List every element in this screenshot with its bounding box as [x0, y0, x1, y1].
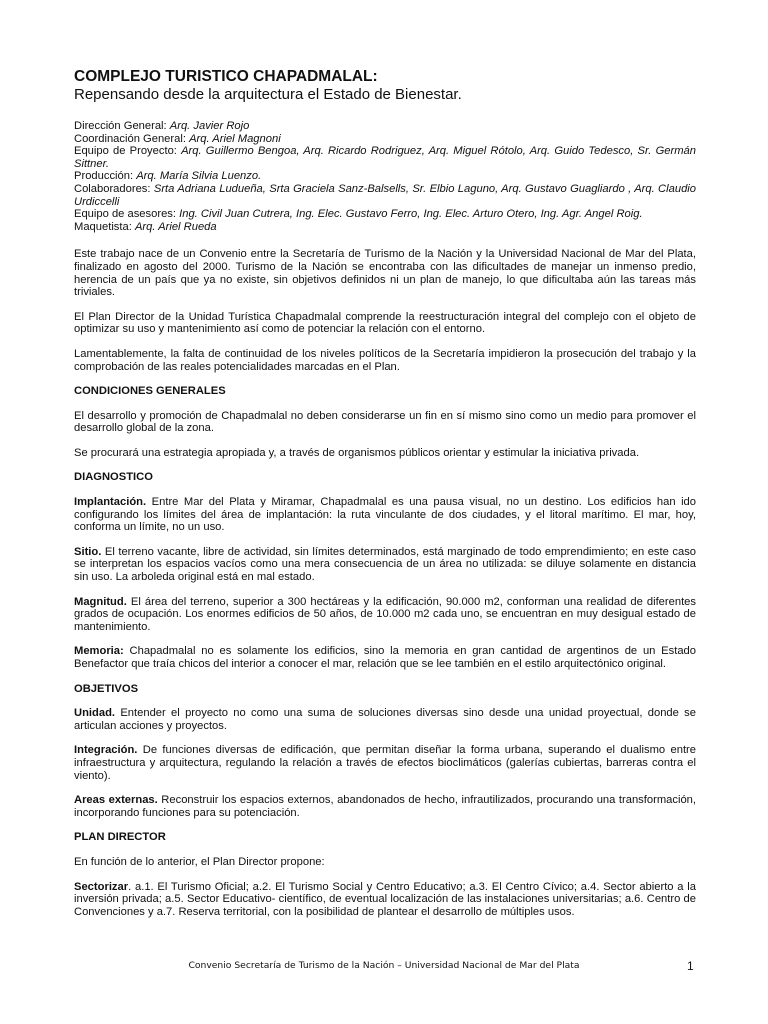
credit-row [74, 208, 696, 221]
item-term: Unidad. [74, 707, 116, 720]
credit-label: Maquetista: [74, 220, 132, 233]
credit-label: Colaboradores: [74, 182, 151, 195]
credit-row [74, 221, 696, 234]
item-text: Reconstruir los espacios externos, abandonados de hecho, infrautilizados, procurando una transformación, incorporando funciones para su potenciación. [74, 794, 696, 819]
credit-value: Srta Adriana Ludueña, Srta Graciela Sanz-Balsells, Sr. Elbio Laguno, Arq. Gustavo Guagliardo , Arq. Claudio Urdiccelli [74, 182, 696, 208]
item-text: Entre Mar del Plata y Miramar, Chapadmalal es una pausa visual, no un destino. Los edificios han ido configurando los límites del área de implantación: la ruta vinculante de dos ciudades, y el litoral marítimo. El mar, hoy, conforma un límite, no un uso. [74, 496, 697, 534]
item-text: . a.1. El Turismo Oficial; a.2. El Turismo Social y Centro Educativo; a.3. El Centro Cívico; a.4. Sector abierto a la inversión privada; a.5. Sector Educativo- científico, de eventual localización de las instalaciones universitarias; a.6. Centro de Convenciones y a.7. Reserva territorial, con la posibilidad de plantear el desarrollo de múltiples usos. [74, 880, 696, 918]
item-term: Memoria: [74, 645, 124, 658]
document-page [74, 68, 696, 930]
item-text: Chapadmalal no es solamente los edificios, sino la memoria en gran cantidad de argentinos de un Estado Benefactor que traía chicos del interior a conocer el mar, relación que se lee también en el estilo arquitectónico original. [74, 645, 696, 670]
section-heading-diagnostico: DIAGNOSTICO [74, 471, 153, 484]
page-number: 1 [687, 959, 694, 973]
item-text: Entender el proyecto no como una suma de soluciones diversas sino desde una unidad proyectual, donde se articulan acciones y proyectos. [74, 707, 696, 732]
document-subtitle: Repensando desde la arquitectura el Estado de Bienestar. [74, 86, 462, 103]
objetivos-item [74, 707, 696, 732]
credit-value: Arq. Ariel Rueda [134, 220, 217, 233]
diagnostico-item [74, 546, 696, 584]
credit-value: Ing. Civil Juan Cutrera, Ing. Elec. Gustavo Ferro, Ing. Elec. Arturo Otero, Ing. Agr. Angel Roig. [179, 208, 643, 221]
credit-row [74, 133, 696, 146]
objetivos-item [74, 744, 696, 782]
plan-item [74, 881, 696, 919]
item-term: Implantación. [74, 496, 147, 509]
credit-label: Dirección General: [74, 120, 167, 132]
objetivos-item [74, 794, 696, 819]
credits-block [74, 120, 696, 233]
diagnostico-item [74, 496, 696, 534]
item-text: El terreno vacante, libre de actividad, sin límites determinados, está marginado de todo emprendimiento; en este caso se interpretan los espacios vacíos como una mera consecuencia de un área no utilizada: se diluye solamente en distancia sin uso. La arboleda original está en mal estado. [74, 545, 697, 584]
intro-paragraph: El Plan Director de la Unidad Turística Chapadmalal comprende la reestructuración integral del complejo con el objeto de optimizar su uso y mantenimiento así como de potenciar la relación con el entorno. [74, 310, 696, 336]
credit-label: Equipo de asesores: [74, 208, 176, 221]
credit-row [74, 120, 696, 133]
credit-value: Arq. Ariel Magnoni [189, 132, 281, 145]
condiciones-paragraph: El desarrollo y promoción de Chapadmalal no deben considerarse un fin en sí mismo sino como un medio para promover el desarrollo global de la zona. [74, 409, 696, 435]
section-heading-condiciones: CONDICIONES GENERALES [74, 385, 226, 398]
item-term: Sitio. [74, 545, 102, 558]
item-term: Sectorizar [74, 880, 129, 893]
credit-value: Arq. María Silvia Luenzo. [136, 170, 262, 183]
section-heading-objetivos: OBJETIVOS [74, 682, 139, 695]
intro-paragraph: Lamentablemente, la falta de continuidad de los niveles políticos de la Secretaría impidieron la prosecución del trabajo y la comprobación de las reales potencialidades marcadas en el Plan. [74, 347, 696, 373]
item-text: De funciones diversas de edificación, que permitan diseñar la forma urbana, superando el dualismo entre infraestructura y arquitectura, regulando la relación a través de efectos bioclimáticos (galerías cubiertas, barreras contra el viento). [74, 744, 697, 782]
credit-row [74, 145, 696, 170]
diagnostico-item [74, 645, 696, 670]
credit-row [74, 170, 696, 183]
diagnostico-item [74, 596, 696, 634]
item-term: Magnitud. [74, 595, 127, 608]
item-text: El área del terreno, superior a 300 hectáreas y la edificación, 90.000 m2, conforman una realidad de diferentes grados de ocupación. Los enormes edificios de 50 años, de 10.000 m2 cada uno, se encuentran en muy desigual estado de mantenimiento. [74, 595, 697, 633]
document-title: COMPLEJO TURISTICO CHAPADMALAL: [74, 68, 378, 85]
credit-value: Arq. Javier Rojo [169, 120, 250, 132]
credit-label: Coordinación General: [74, 132, 186, 145]
plan-intro: En función de lo anterior, el Plan Director propone: [74, 855, 325, 868]
condiciones-paragraph: Se procurará una estrategia apropiada y, a través de organismos públicos orientar y estimular la iniciativa privada. [74, 446, 640, 459]
credit-row [74, 183, 696, 208]
credit-label: Equipo de Proyecto: [74, 145, 177, 158]
section-heading-plan: PLAN DIRECTOR [74, 831, 166, 844]
item-term: Areas externas. [74, 794, 158, 807]
credit-label: Producción: [74, 170, 134, 183]
intro-paragraph: Este trabajo nace de un Convenio entre la Secretaría de Turismo de la Nación y la Universidad Nacional de Mar del Plata, finalizado en agosto del 2000. Turismo de la Nación se encontraba con las dificultades de manejar un inmenso predio, herencia de un país que ya no existe, sin objetivos definidos ni un plan de manejo, lo que dificultaba aún las tareas más triviales. [74, 248, 696, 299]
credit-value: Arq. Guillermo Bengoa, Arq. Ricardo Rodriguez, Arq. Miguel Rótolo, Arq. Guido Tedesco, Sr. Germán Sittner. [74, 145, 696, 170]
footer-text: Convenio Secretaría de Turismo de la Nación – Universidad Nacional de Mar del Plata [188, 960, 580, 971]
item-term: Integración. [74, 744, 138, 757]
